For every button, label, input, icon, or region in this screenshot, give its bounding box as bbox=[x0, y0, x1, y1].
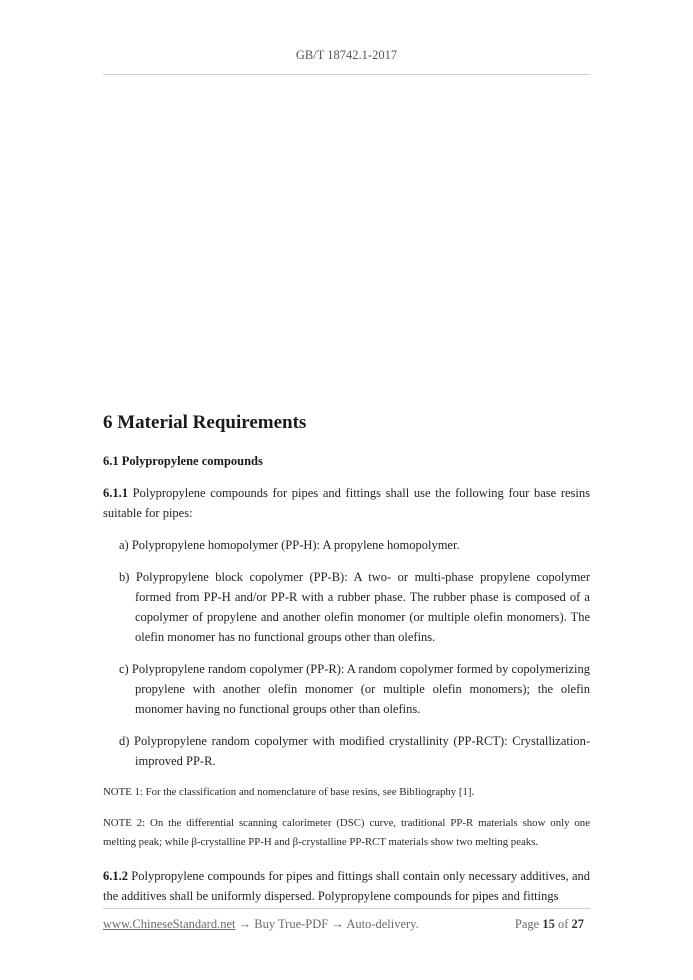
clause-text: Polypropylene compounds for pipes and fittings shall contain only necessary additives, and the additives shall be uniformly dispersed. Polypropylene compounds for pipes and fittings bbox=[103, 869, 590, 903]
subsection-title: 6.1 Polypropylene compounds bbox=[103, 454, 263, 468]
list-item: c) Polypropylene random copolymer (PP-R): A random copolymer formed by copolymerizing propylene with another olefin monomer (or multiple olefin monomers); the olefin monomer having no functional groups other than olefins. bbox=[119, 662, 590, 716]
note-2: NOTE 2: On the differential scanning calorimeter (DSC) curve, traditional PP-R materials show only one melting peak; while β-crystalline PP-H and β-crystalline PP-RCT materials show two melting peaks. bbox=[103, 817, 590, 848]
footer-divider bbox=[103, 908, 590, 909]
page-number: 15 bbox=[542, 917, 555, 931]
arrow-icon: → bbox=[331, 917, 344, 931]
clause-number: 6.1.2 bbox=[103, 869, 128, 883]
clause-number: 6.1.1 bbox=[103, 486, 128, 500]
page-footer bbox=[103, 917, 590, 932]
list-item: a) Polypropylene homopolymer (PP-H): A propylene homopolymer. bbox=[119, 538, 460, 552]
site-link[interactable]: www.ChineseStandard.net bbox=[103, 917, 236, 931]
of-label: of bbox=[557, 917, 569, 931]
note-1: NOTE 1: For the classification and nomenclature of base resins, see Bibliography [1]. bbox=[103, 786, 475, 798]
page-label: Page bbox=[514, 917, 540, 931]
delivery-text: Auto-delivery. bbox=[346, 917, 419, 931]
list-item: d) Polypropylene random copolymer with modified crystallinity (PP-RCT): Crystallization-improved PP-R. bbox=[119, 734, 590, 768]
list-item: b) Polypropylene block copolymer (PP-B): A two- or multi-phase propylene copolymer formed from PP-H and/or PP-R with a rubber phase. The rubber phase is composed of a copolymer of propylene and another olefin monomer (or multiple olefin monomers). The olefin monomer has no functional groups other than olefins. bbox=[119, 570, 590, 644]
clause-text: Polypropylene compounds for pipes and fittings shall use the following four base resins suitable for pipes: bbox=[103, 486, 590, 520]
running-header: GB/T 18742.1-2017 bbox=[295, 48, 398, 62]
clause-6-1-1 bbox=[103, 483, 590, 523]
section-title: 6 Material Requirements bbox=[103, 412, 307, 433]
buy-pdf-link[interactable]: Buy True-PDF bbox=[254, 917, 329, 931]
page-indicator bbox=[515, 917, 584, 932]
arrow-icon: → bbox=[238, 917, 252, 931]
page-content bbox=[103, 412, 590, 906]
header-divider bbox=[103, 74, 590, 75]
page-total: 27 bbox=[571, 917, 584, 931]
clause-6-1-2 bbox=[103, 866, 590, 906]
